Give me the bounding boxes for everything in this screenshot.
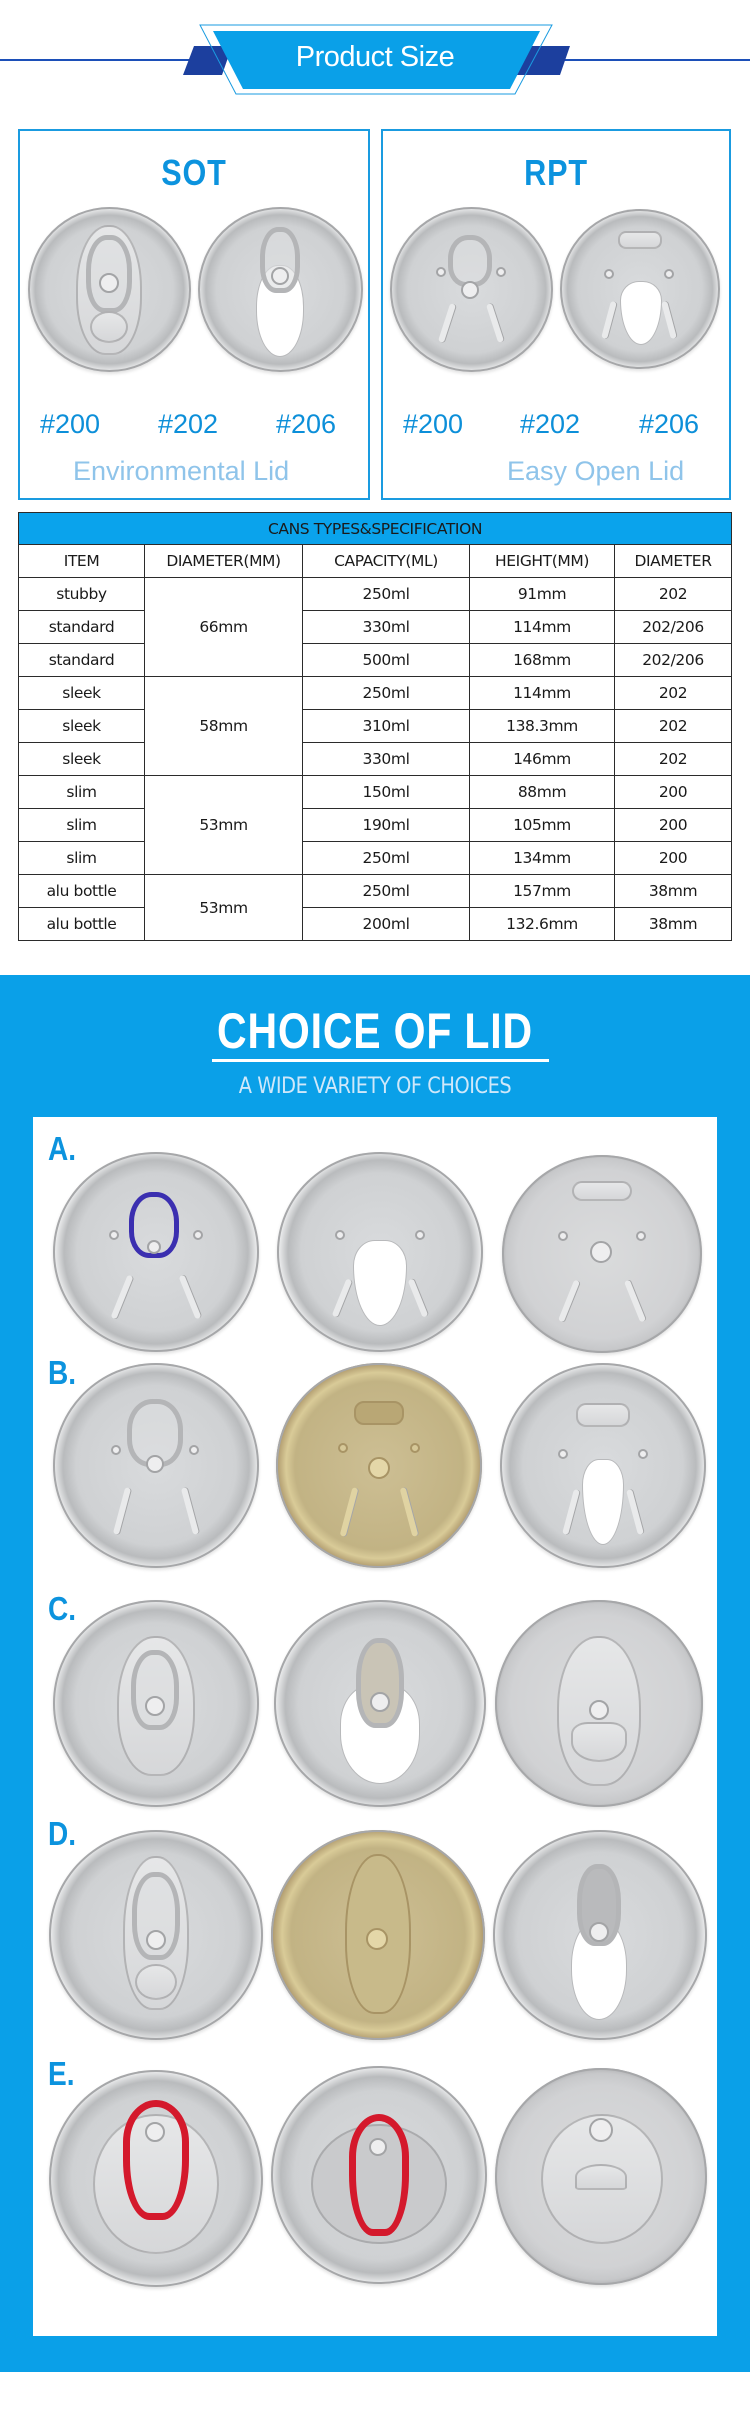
cell-item: slim [19,809,145,842]
lid-c2-open [274,1600,486,1807]
rpt-size-202: #202 [520,409,581,439]
header-item: ITEM [19,545,145,578]
cell-diameter: 53mm [145,875,303,941]
row-label-b: B. [48,1354,77,1391]
cell-height: 157mm [470,875,615,908]
row-label-d: D. [48,1815,77,1852]
rpt-size-200: #200 [403,409,464,439]
row-label-e: E. [48,2055,75,2092]
lid-gallery-panel [33,1117,717,2336]
cell-item: sleek [19,743,145,776]
rpt-subtitle: Easy Open Lid [507,456,685,486]
table-row [19,842,732,875]
choice-title: CHOICE OF LID [217,1003,533,1059]
cell-item: slim [19,776,145,809]
sot-subtitle: Environmental Lid [73,456,290,486]
cans-spec-table [18,512,732,941]
table-row [19,578,732,611]
cell-height: 114mm [470,611,615,644]
rpt-size-list [383,409,729,439]
rpt-lid-card [381,129,731,500]
table-row [19,710,732,743]
lid-b3-open [500,1363,706,1568]
table-row [19,644,732,677]
table-header-row [19,545,732,578]
cell-lid: 202/206 [615,644,732,677]
table-caption: CANS TYPES&SPECIFICATION [19,513,732,545]
cell-lid: 200 [615,842,732,875]
sot-lid-image-closed [28,207,191,372]
lid-a1-blue-tab [53,1152,259,1352]
sot-size-202: #202 [158,409,219,439]
cell-diameter: 66mm [145,578,303,677]
choice-of-lid-section [0,975,750,2372]
rpt-lid-images [383,205,729,373]
cell-height: 168mm [470,644,615,677]
sot-lid-card [18,129,370,500]
cell-height: 138.3mm [470,710,615,743]
cell-lid: 202/206 [615,611,732,644]
lid-d1-stay-on-tab [49,1830,263,2040]
cell-capacity: 190ml [303,809,470,842]
cell-height: 88mm [470,776,615,809]
cell-item: alu bottle [19,908,145,941]
sot-lid-images [20,205,368,373]
cell-height: 146mm [470,743,615,776]
cell-lid: 200 [615,776,732,809]
cell-capacity: 330ml [303,743,470,776]
lid-c3-flat [495,1600,703,1807]
table-row [19,677,732,710]
lid-d2-gold [271,1830,485,2040]
lid-d3-open [493,1830,707,2040]
sot-lid-image-open [198,207,363,372]
header-diameter-mm: DIAMETER(MM) [145,545,303,578]
lid-e3-flat [495,2068,707,2285]
lid-b1-silver-tab [53,1363,259,1568]
cell-height: 91mm [470,578,615,611]
cell-item: standard [19,644,145,677]
cell-capacity: 250ml [303,578,470,611]
header-height: HEIGHT(MM) [470,545,615,578]
header-capacity: CAPACITY(ML) [303,545,470,578]
cell-lid: 202 [615,578,732,611]
rpt-size-206: #206 [639,409,700,439]
cell-capacity: 250ml [303,677,470,710]
cell-height: 134mm [470,842,615,875]
cell-height: 132.6mm [470,908,615,941]
lid-c1-stay-on-tab [53,1600,259,1807]
lid-a2-open [277,1152,483,1352]
table-row [19,611,732,644]
rpt-lid-image-open [560,209,720,369]
cell-item: slim [19,842,145,875]
cell-lid: 38mm [615,908,732,941]
cell-height: 105mm [470,809,615,842]
table-row [19,908,732,941]
cell-height: 114mm [470,677,615,710]
cell-lid: 38mm [615,875,732,908]
row-label-a: A. [48,1130,77,1167]
rpt-lid-image-closed [390,207,553,372]
lid-e2-red-tab-open [271,2066,487,2284]
rpt-title: RPT [524,152,588,193]
sot-size-list [20,409,368,439]
table-row [19,875,732,908]
cell-capacity: 310ml [303,710,470,743]
choice-title-underline [212,1059,549,1062]
table-row [19,776,732,809]
row-label-c: C. [48,1590,77,1627]
table-caption-row [19,513,732,545]
lid-a3-flat [502,1155,702,1353]
cell-diameter: 58mm [145,677,303,776]
cell-diameter: 53mm [145,776,303,875]
choice-subtitle: A WIDE VARIETY OF CHOICES [238,1074,512,1099]
lid-b2-gold [276,1363,482,1568]
header-lid-diameter: DIAMETER [615,545,732,578]
cell-capacity: 150ml [303,776,470,809]
cell-item: alu bottle [19,875,145,908]
cell-capacity: 250ml [303,875,470,908]
sot-title: SOT [161,152,227,193]
banner-title: Product Size [295,41,455,73]
lid-e1-red-tab [49,2070,263,2287]
cell-lid: 202 [615,677,732,710]
cell-lid: 202 [615,743,732,776]
product-size-banner [0,0,750,110]
cell-lid: 200 [615,809,732,842]
table-row [19,743,732,776]
cell-item: stubby [19,578,145,611]
cell-capacity: 250ml [303,842,470,875]
cell-item: sleek [19,710,145,743]
sot-size-200: #200 [40,409,101,439]
sot-size-206: #206 [276,409,337,439]
cell-capacity: 500ml [303,644,470,677]
cell-capacity: 200ml [303,908,470,941]
table-row [19,809,732,842]
cell-capacity: 330ml [303,611,470,644]
cell-lid: 202 [615,710,732,743]
cell-item: standard [19,611,145,644]
cell-item: sleek [19,677,145,710]
